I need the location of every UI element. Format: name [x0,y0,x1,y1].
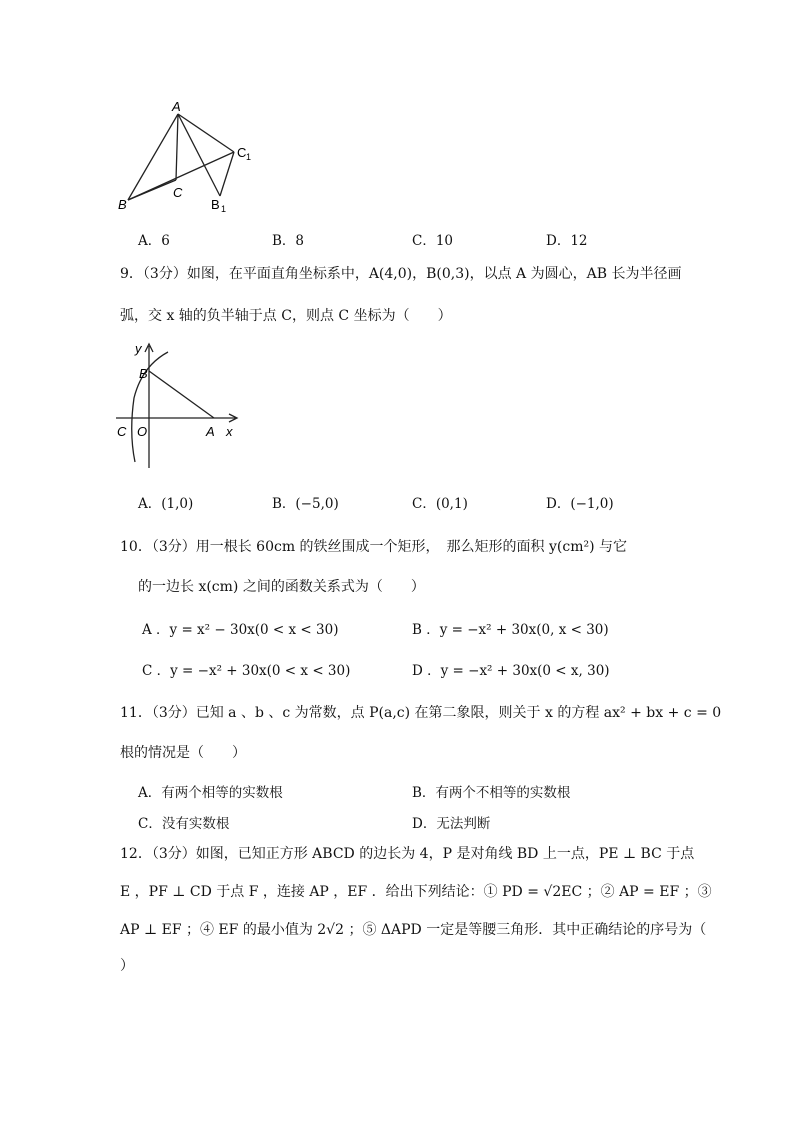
figure-coordinate-arc [112,338,244,472]
label-C: C [173,185,183,200]
q9-option-d: D．(−1,0) [546,496,614,512]
q8-option-a: A．6 [138,233,170,249]
q11-text-line2: 根的情况是（ ） [120,745,246,761]
q12-text-line4: ） [120,958,134,974]
label-O: O [137,424,148,439]
label-B1-sub: 1 [221,204,227,214]
figure-triangle-rotation [110,96,270,216]
q8-option-b: B．8 [272,233,305,249]
label-A: A [206,424,215,439]
q11-text-line1: 11．（3分）已知 a 、b 、c 为常数，点 P(a,c) 在第二象限，则关于 x 的方程 ax² + bx + c = 0 [120,705,722,721]
q8-option-d: D．12 [546,233,588,249]
q9-text-line1: 9．（3分）如图，在平面直角坐标系中，A(4,0)，B(0,3)，以点 A 为圆心，AB 长为半径画 [120,266,682,282]
q10-option-a: A ．y = x² − 30x(0 < x < 30) [142,622,339,638]
q9-option-c: C．(0,1) [412,496,468,512]
arc-BC [132,352,168,462]
q9-option-a: A．(1,0) [138,496,194,512]
q11-option-b: B．有两个不相等的实数根 [412,785,571,801]
label-C1-sub: 1 [246,152,252,162]
q12-text-line3: AP ⊥ EF ；④ EF 的最小值为 2√2 ；⑤ ΔAPD 一定是等腰三角形．其中正确结论的序号为（ [120,922,707,938]
label-C1: C [237,145,247,160]
q10-option-c: C ．y = −x² + 30x(0 < x < 30) [142,663,351,679]
label-y: y [135,341,142,356]
label-x: x [226,424,233,439]
q9-text-line2: 弧，交 x 轴的负半轴于点 C，则点 C 坐标为（ ） [120,308,452,324]
label-B1: B [211,197,220,212]
q8-option-c: C．10 [412,233,454,249]
segment-AB [128,114,178,200]
label-A: A [172,99,181,114]
q12-text-line2: E ，PF ⊥ CD 于点 F ，连接 AP ，EF ．给出下列结论：① PD = √2EC ；② AP = EF ；③ [120,884,712,900]
segment-AC [176,114,178,180]
label-B: B [139,366,148,381]
label-C: C [117,424,127,439]
label-B: B [118,197,127,212]
q11-option-d: D．无法判断 [412,816,491,832]
segment-AB1 [178,114,220,196]
q12-text-line1: 12．（3分）如图，已知正方形 ABCD 的边长为 4，P 是对角线 BD 上一点，PE ⊥ BC 于点 [120,846,695,862]
segment-AB [149,371,214,418]
segment-B1C1 [220,152,234,196]
q11-option-a: A．有两个相等的实数根 [138,785,283,801]
q11-option-c: C．没有实数根 [138,816,230,832]
q9-option-b: B．(−5,0) [272,496,339,512]
q10-option-d: D ．y = −x² + 30x(0 < x, 30) [412,663,610,679]
q10-text-line2: 的一边长 x(cm) 之间的函数关系式为（ ） [138,579,425,595]
q10-option-b: B ．y = −x² + 30x(0, x < 30) [412,622,609,638]
q10-text-line1: 10．（3分）用一根长 60cm 的铁丝围成一个矩形， 那么矩形的面积 y(cm²) 与它 [120,539,628,555]
segment-AC1 [178,114,234,152]
